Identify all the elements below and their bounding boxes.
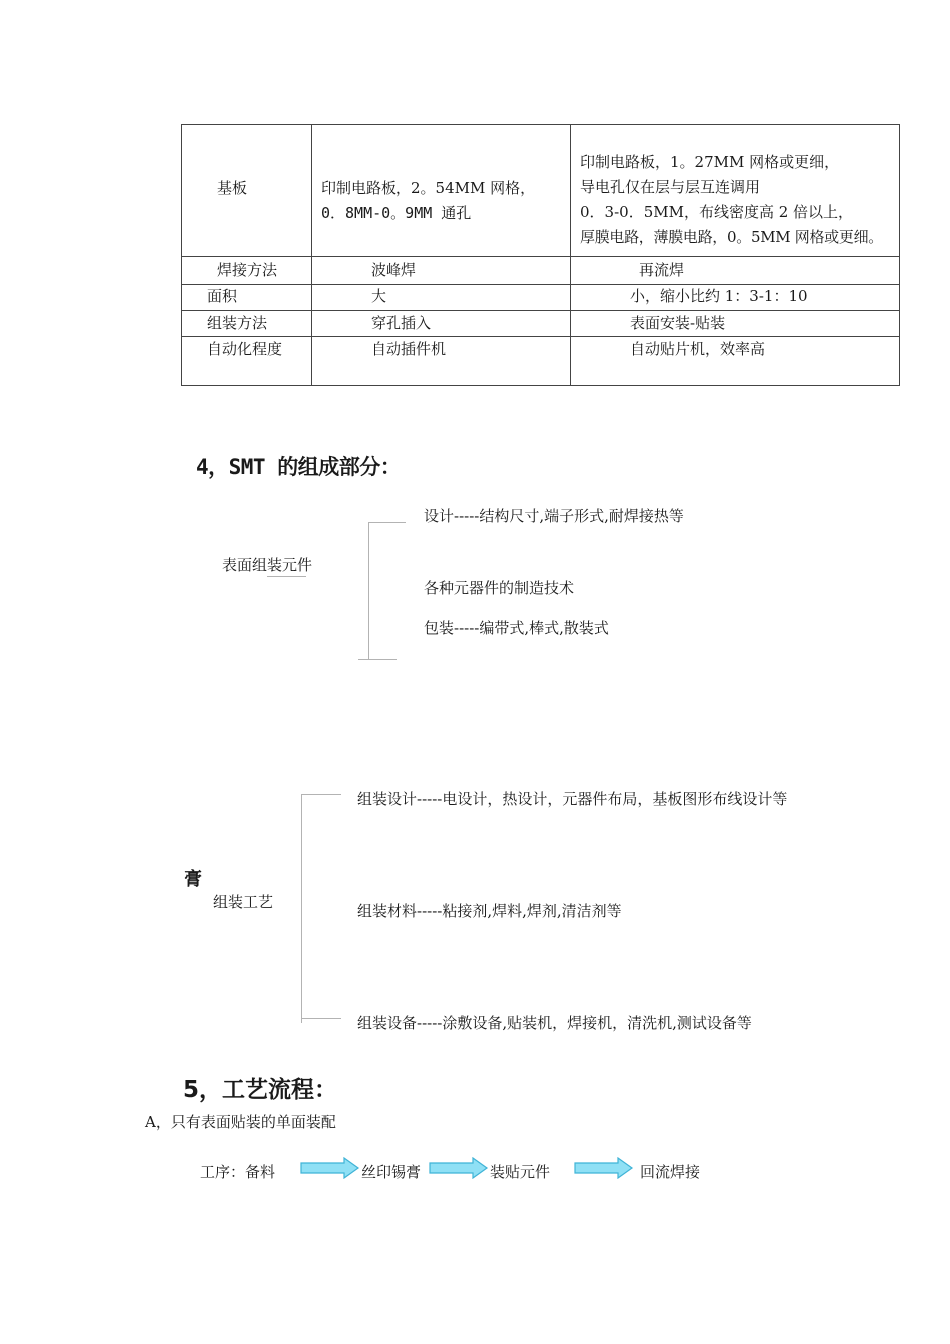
process-item: 组装材料-----粘接剂,焊料,焊剂,清洁剂等: [357, 902, 622, 920]
table-cell: 0．3-0．5MM，布线密度高 2 倍以上，: [580, 203, 854, 221]
table-cell: 自动贴片机，效率高: [630, 340, 766, 358]
components-item: 设计-----结构尺寸,端子形式,耐焊接热等: [424, 507, 684, 525]
components-label-underline: [267, 576, 306, 577]
section-5-heading: 5，工艺流程：: [183, 1077, 338, 1103]
process-item: 组装设计-----电设计，热设计，元器件布局，基板图形布线设计等: [357, 790, 788, 808]
flow-arrow-icon: [300, 1157, 360, 1179]
process-bracket-bottom: [301, 1018, 341, 1019]
table-row-label: 基板: [217, 179, 248, 197]
section-5-subheading: A，只有表面贴装的单面装配: [145, 1113, 336, 1131]
flow-prefix: 工序：备料: [200, 1163, 276, 1181]
table-row-label: 面积: [207, 287, 238, 305]
table-cell: 表面安装-贴装: [630, 314, 726, 332]
process-item: 组装设备-----涂敷设备,贴装机，焊接机，清洗机,测试设备等: [357, 1014, 752, 1032]
section-4-heading: 4，SMT 的组成部分：: [196, 455, 401, 479]
components-bracket-vertical: [368, 522, 369, 660]
process-bracket-top: [301, 794, 341, 795]
components-label: 表面组装元件: [222, 556, 313, 574]
flow-step: 丝印锡膏: [361, 1163, 422, 1181]
table-cell: 波峰焊: [371, 261, 417, 279]
table-cell: 穿孔插入: [371, 314, 432, 332]
flow-step: 回流焊接: [640, 1163, 701, 1181]
table-cell: 印制电路板，1。27MM 网格或更细，: [580, 153, 840, 171]
table-cell: 印制电路板，2。54MM 网格，: [321, 179, 536, 197]
table-cell: 小，缩小比约 1：3-1：10: [630, 287, 808, 305]
table-row-label: 焊接方法: [217, 261, 278, 279]
components-bracket-bottom: [358, 659, 397, 660]
components-item: 各种元器件的制造技术: [424, 579, 575, 597]
table-cell: 大: [371, 287, 387, 305]
process-bracket-vertical: [301, 794, 302, 1023]
table-row-label: 自动化程度: [207, 340, 283, 358]
table-cell: 自动插件机: [371, 340, 447, 358]
process-label: 组装工艺: [213, 893, 274, 911]
table-cell: 导电孔仅在层与层互连调用: [580, 178, 761, 196]
flow-step: 装贴元件: [490, 1163, 551, 1181]
flow-arrow-icon: [574, 1157, 634, 1179]
table-cell: 厚膜电路，薄膜电路，0。5MM 网格或更细。: [580, 228, 883, 246]
table-row-label: 组装方法: [207, 314, 268, 332]
text-fragment: 膏: [184, 869, 202, 890]
components-bracket-top: [368, 522, 406, 523]
flow-arrow-icon: [429, 1157, 489, 1179]
components-item: 包装-----编带式,棒式,散装式: [424, 619, 609, 637]
table-cell: 0．8MM-0。9MM 通孔: [321, 204, 472, 222]
table-cell: 再流焊: [639, 261, 685, 279]
